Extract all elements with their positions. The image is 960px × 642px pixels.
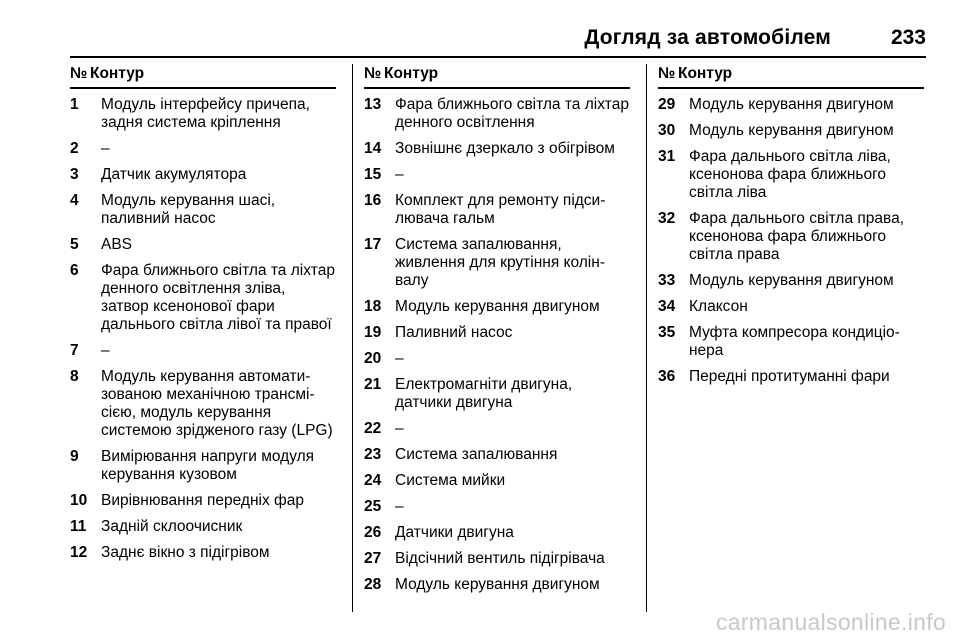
column-divider — [352, 64, 353, 612]
fuse-number: 10 — [70, 492, 88, 509]
circuit-description: Модуль керування двигуном — [689, 122, 894, 139]
table-row — [70, 518, 336, 536]
circuit-description: Комплект для ремонту підсилювача гальм — [395, 192, 606, 227]
circuit-description: Фара дальнього світла права, ксенонова фара ближнього світла права — [689, 210, 905, 263]
table-row — [70, 166, 336, 184]
fuse-number: 11 — [70, 518, 87, 535]
fuse-number: 31 — [658, 148, 676, 165]
fuse-number: 14 — [364, 140, 382, 157]
fuse-number: 36 — [658, 368, 676, 385]
page-number: 233 — [890, 26, 926, 49]
column-divider — [646, 64, 647, 612]
circuit-description: Клаксон — [689, 298, 748, 315]
fuse-number: 26 — [364, 524, 382, 541]
fuse-number: 7 — [70, 342, 79, 359]
fuse-number: 12 — [70, 544, 88, 561]
circuit-description: Система мийки — [395, 472, 506, 489]
fuse-number: 4 — [70, 192, 79, 209]
table-row — [364, 524, 630, 542]
table-row — [70, 544, 336, 562]
fuse-number: 5 — [70, 236, 79, 253]
circuit-description: Паливний насос — [395, 324, 513, 341]
table-row — [70, 342, 336, 360]
fuse-number: 9 — [70, 448, 79, 465]
table-row — [70, 140, 336, 158]
circuit-description: – — [395, 166, 404, 183]
page-title: Догляд за автомобілем — [584, 26, 831, 49]
circuit-description: Датчик акумулятора — [101, 166, 247, 183]
circuit-description: ABS — [101, 236, 133, 253]
header-circuit-label: Контур — [90, 65, 145, 82]
circuit-description: Задній склоочисник — [101, 518, 243, 535]
circuit-description: Модуль керування двигуном — [689, 96, 894, 113]
table-row — [364, 446, 630, 464]
table-row — [364, 298, 630, 316]
fuse-number: 21 — [364, 376, 382, 393]
table-row — [658, 368, 924, 386]
circuit-description: Вирівнювання передніх фар — [101, 492, 304, 509]
header-circuit-label: Контур — [678, 65, 733, 82]
table-row — [658, 148, 924, 202]
fuse-number: 32 — [658, 210, 676, 227]
header-number-label: № — [364, 65, 382, 82]
table-row — [364, 236, 630, 290]
fuse-number: 1 — [70, 96, 79, 113]
circuit-description: Модуль керування двигуном — [689, 272, 894, 289]
circuit-description: – — [101, 342, 110, 359]
table-row — [70, 192, 336, 228]
header-number-label: № — [658, 65, 676, 82]
fuse-number: 16 — [364, 192, 382, 209]
fuse-number: 34 — [658, 298, 676, 315]
fuse-number: 6 — [70, 262, 79, 279]
circuit-description: Модуль керування шасі, паливний насос — [101, 192, 276, 227]
table-row — [364, 192, 630, 228]
circuit-description: Датчики двигуна — [395, 524, 514, 541]
table-row — [70, 492, 336, 510]
fuse-number: 24 — [364, 472, 382, 489]
circuit-description: Система запалювання — [395, 446, 558, 463]
table-row — [658, 122, 924, 140]
table-row — [70, 368, 336, 440]
table-row — [364, 498, 630, 516]
fuse-number: 20 — [364, 350, 382, 367]
table-row — [364, 420, 630, 438]
circuit-description: Модуль інтерфейсу причепа, задня система кріплення — [101, 96, 310, 131]
header-circuit-label: Контур — [384, 65, 439, 82]
fuse-table-column-2 — [364, 64, 630, 602]
page-header — [70, 22, 926, 58]
circuit-description: – — [101, 140, 110, 157]
fuse-number: 33 — [658, 272, 676, 289]
circuit-description: Заднє вікно з підігрівом — [101, 544, 270, 561]
table-header — [658, 64, 924, 89]
circuit-description: – — [395, 498, 404, 515]
table-row — [364, 376, 630, 412]
circuit-description: – — [395, 350, 404, 367]
circuit-description: – — [395, 420, 404, 437]
table-row — [364, 350, 630, 368]
table-row — [364, 324, 630, 342]
circuit-description: Система запалювання, живлення для крутіння колінвалу — [395, 236, 605, 289]
circuit-description: Відсічний вентиль підігрівача — [395, 550, 605, 567]
fuse-table-column-3 — [658, 64, 924, 394]
watermark: carmanualsonline.info — [715, 609, 946, 635]
header-number-label: № — [70, 65, 88, 82]
fuse-number: 19 — [364, 324, 382, 341]
fuse-table-column-1 — [70, 64, 336, 570]
circuit-description: Зовнішнє дзеркало з обігрівом — [395, 140, 615, 157]
fuse-number: 18 — [364, 298, 382, 315]
table-header — [70, 64, 336, 89]
table-row — [658, 96, 924, 114]
fuse-number: 35 — [658, 324, 676, 341]
circuit-description: Передні протитуманні фари — [689, 368, 890, 385]
fuse-number: 29 — [658, 96, 676, 113]
fuse-number: 22 — [364, 420, 382, 437]
table-row — [364, 550, 630, 568]
fuse-number: 30 — [658, 122, 676, 139]
table-row — [364, 472, 630, 490]
table-row — [364, 96, 630, 132]
fuse-number: 13 — [364, 96, 382, 113]
table-row — [658, 298, 924, 316]
table-row — [364, 140, 630, 158]
fuse-number: 15 — [364, 166, 382, 183]
circuit-description: Фара ближнього світла та ліхтар денного освітлення — [395, 96, 629, 131]
table-header — [364, 64, 630, 89]
table-row — [658, 210, 924, 264]
table-row — [658, 272, 924, 290]
fuse-number: 23 — [364, 446, 382, 463]
fuse-number: 2 — [70, 140, 79, 157]
circuit-description: Модуль керування двигуном — [395, 298, 600, 315]
table-row — [658, 324, 924, 360]
fuse-number: 8 — [70, 368, 79, 385]
circuit-description: Фара ближнього світла та ліхтар денного освітлення зліва, затвор ксенонової фари дальнього світла лівої та правої — [101, 262, 335, 333]
circuit-description: Фара дальнього світла ліва, ксенонова фара ближнього світла ліва — [689, 148, 891, 201]
fuse-number: 25 — [364, 498, 382, 515]
fuse-number: 17 — [364, 236, 382, 253]
table-row — [364, 576, 630, 594]
circuit-description: Вимірювання напруги модуля керування кузовом — [101, 448, 315, 483]
table-row — [70, 262, 336, 334]
circuit-description: Модуль керування двигуном — [395, 576, 600, 593]
circuit-description: Модуль керування автоматизованою механічною трансмісією, модуль керування системою зрідженого газу (LPG) — [101, 368, 333, 439]
fuse-number: 3 — [70, 166, 79, 183]
table-row — [70, 236, 336, 254]
table-row — [70, 96, 336, 132]
circuit-description: Муфта компресора кондиціонера — [689, 324, 900, 359]
fuse-number: 27 — [364, 550, 382, 567]
fuse-number: 28 — [364, 576, 382, 593]
table-row — [364, 166, 630, 184]
circuit-description: Електромагніти двигуна, датчики двигуна — [395, 376, 573, 411]
table-row — [70, 448, 336, 484]
